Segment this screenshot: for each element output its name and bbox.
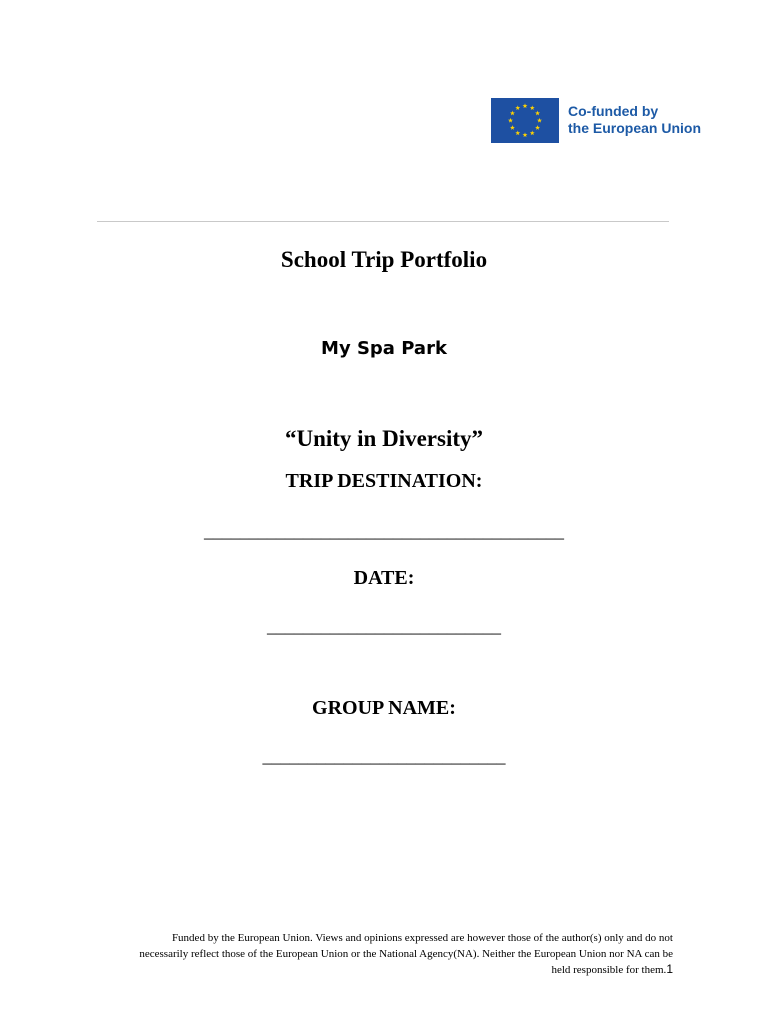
disclaimer-last-line: [139, 962, 673, 979]
trip-destination-blank: ________________________________________: [204, 521, 564, 541]
group-name-label: GROUP NAME:: [312, 697, 456, 719]
disclaimer-line: held responsible for them.: [551, 964, 667, 976]
disclaimer-line: Funded by the European Union. Views and opinions expressed are however those of the author(s) only and do not: [171, 932, 673, 944]
logo-line-1: Co-funded by: [568, 103, 659, 119]
group-name-blank: ___________________________: [262, 746, 506, 766]
page-title: School Trip Portfolio: [280, 247, 488, 272]
logo-line-2: the European Union: [568, 120, 701, 136]
page-subtitle: My Spa Park: [321, 338, 447, 359]
disclaimer-line: necessarily reflect those of the European Union or the National Agency(NA). Neither the European Union nor NA can be: [139, 947, 673, 960]
footer-disclaimer: [139, 931, 673, 979]
page-number: 1: [666, 962, 673, 976]
date-label: DATE:: [353, 567, 415, 589]
header-divider: [97, 221, 669, 222]
eu-flag-icon: [491, 98, 559, 143]
trip-destination-label: TRIP DESTINATION:: [285, 470, 483, 492]
cofunded-logo-text: [568, 103, 701, 137]
motto: “Unity in Diversity”: [284, 426, 484, 451]
date-blank: __________________________: [267, 616, 501, 636]
